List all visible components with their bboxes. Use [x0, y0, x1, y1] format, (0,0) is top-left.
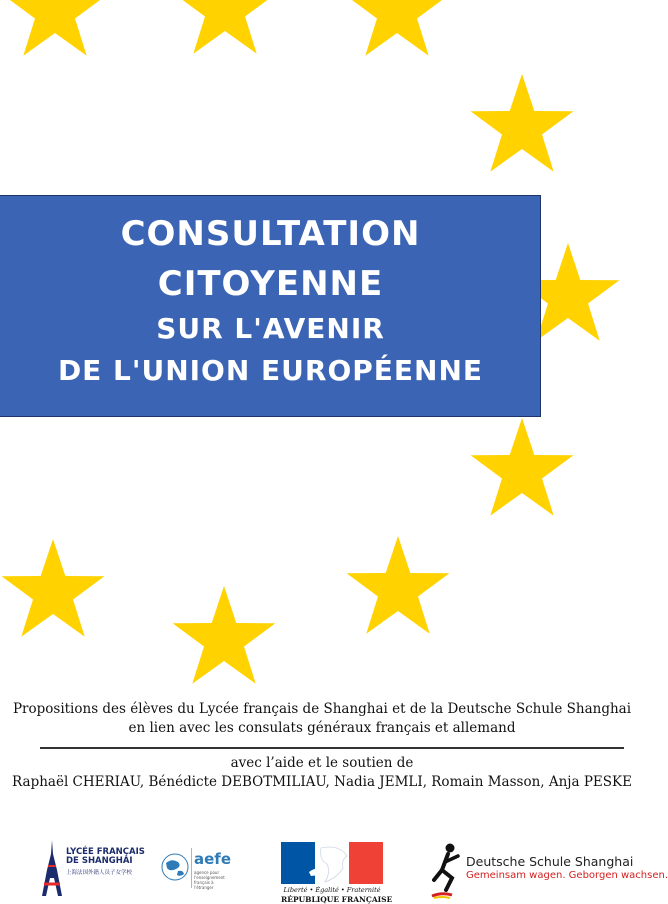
- lfs-name: LYCÉE FRANÇAIS DE SHANGHAI: [66, 847, 145, 866]
- aefe-separator: [191, 848, 193, 888]
- eiffel-tower-icon: [40, 840, 64, 896]
- divider: [40, 747, 624, 749]
- aefe-name: aefe: [194, 850, 231, 868]
- lycee-francais-logo: [40, 840, 150, 898]
- star-icon-4: [471, 74, 574, 172]
- logos-bar: [0, 830, 668, 904]
- globe-icon: [160, 852, 190, 882]
- lfs-chinese-name: 上海法国外籍人员子女学校: [66, 870, 133, 876]
- marianne-icon: [281, 842, 383, 884]
- title-line-3: SUR L'AVENIR: [156, 312, 385, 345]
- jumping-figure-icon: [430, 840, 464, 900]
- proposals-text: [0, 700, 644, 738]
- star-icon-1: [4, 0, 107, 56]
- support-names: Raphaël CHERIAU, Bénédicte DEBOTMILIAU, Nadia JEMLI, Romain Masson, Anja PESKE: [12, 774, 632, 790]
- dss-slogan: Gemeinsam wagen. Geborgen wachsen.: [466, 870, 668, 881]
- proposals-line-1: Propositions des élèves du Lycée français de Shanghai et de la Deutsche Schule Shanghai: [12, 701, 632, 717]
- support-intro: avec l’aide et le soutien de: [230, 755, 414, 771]
- star-icon-7: [347, 536, 450, 634]
- star-icon-6: [471, 418, 574, 516]
- title-line-1: CONSULTATION: [120, 214, 421, 254]
- star-icon-8: [173, 586, 276, 684]
- rf-motto: Liberté • Égalité • Fraternité: [283, 886, 381, 894]
- aefe-tagline: agence pour l'enseignement français à l'étranger: [194, 870, 225, 890]
- support-text: [0, 754, 644, 792]
- title-line-4: DE L'UNION EUROPÉENNE: [57, 354, 484, 387]
- rf-name: RÉPUBLIQUE FRANÇAISE: [281, 895, 393, 904]
- aefe-logo: [160, 848, 250, 888]
- title-line-2: CITOYENNE: [157, 264, 384, 304]
- dss-name: Deutsche Schule Shanghai: [466, 854, 634, 869]
- star-icon-2: [174, 0, 277, 54]
- deutsche-schule-logo: [430, 840, 668, 900]
- star-icon-3: [346, 0, 449, 56]
- proposals-line-2: en lien avec les consulats généraux français et allemand: [128, 720, 516, 736]
- republique-francaise-logo: [281, 842, 393, 904]
- title-banner: [0, 195, 541, 417]
- star-icon-9: [2, 539, 105, 637]
